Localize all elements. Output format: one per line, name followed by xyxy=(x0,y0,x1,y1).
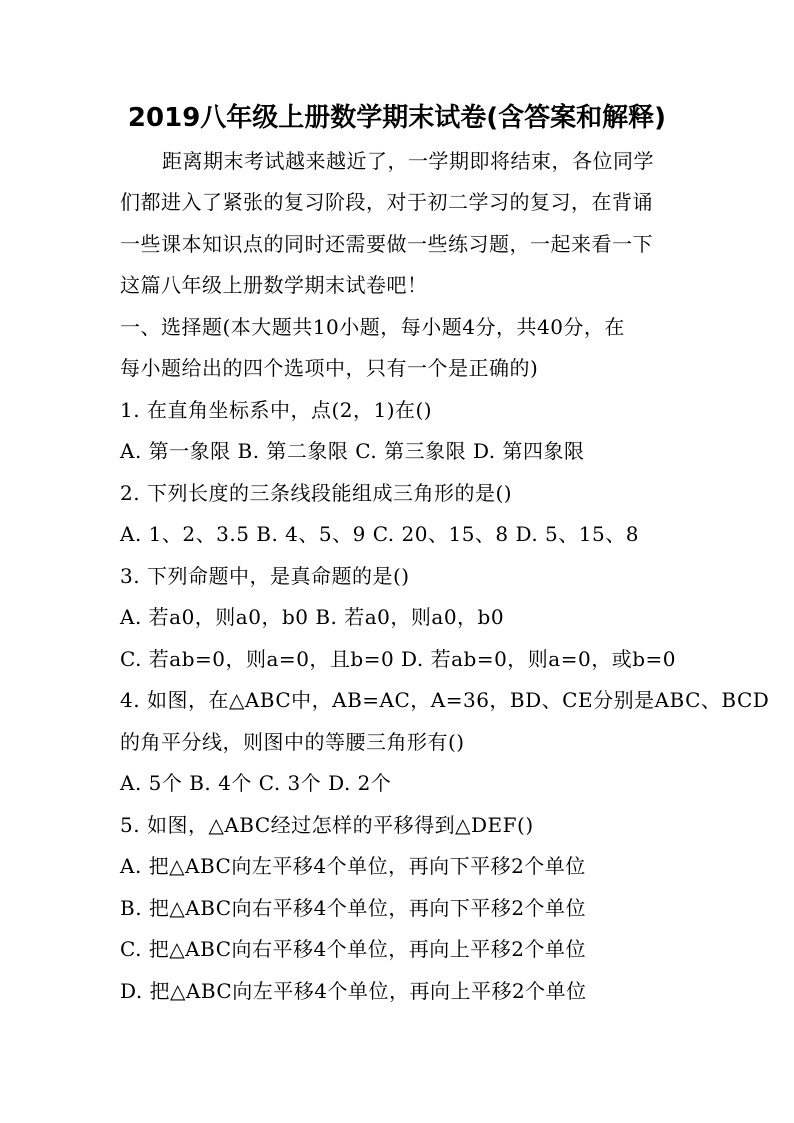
option-line: D. 把△ABC向左平移4个单位，再向上平移2个单位 xyxy=(120,979,587,1003)
option-line: C. 把△ABC向右平移4个单位，再向上平移2个单位 xyxy=(120,937,586,961)
option-line: A. 1、2、3.5 B. 4、5、9 C. 20、15、8 D. 5、15、8 xyxy=(120,522,639,546)
option-line: A. 第一象限 B. 第二象限 C. 第三象限 D. 第四象限 xyxy=(120,439,585,463)
intro-line: 们都进入了紧张的复习阶段，对于初二学习的复习，在背诵 xyxy=(120,190,653,214)
option-line: C. 若ab=0，则a=0，且b=0 D. 若ab=0，则a=0，或b=0 xyxy=(120,647,676,671)
intro-line: 这篇八年级上册数学期末试卷吧！ xyxy=(120,273,428,297)
question-line: 3. 下列命题中，是真命题的是() xyxy=(120,564,410,588)
option-line: A. 5个 B. 4个 C. 3个 D. 2个 xyxy=(120,771,392,795)
section-heading: 每小题给出的四个选项中，只有一个是正确的) xyxy=(120,356,539,380)
option-line: A. 若a0，则a0，b0 B. 若a0，则a0，b0 xyxy=(120,605,505,629)
question-line: 的角平分线，则图中的等腰三角形有() xyxy=(120,730,465,754)
option-line: B. 把△ABC向右平移4个单位，再向下平移2个单位 xyxy=(120,896,587,920)
intro-line: 一些课本知识点的同时还需要做一些练习题，一起来看一下 xyxy=(120,232,653,256)
option-line: A. 把△ABC向左平移4个单位，再向下平移2个单位 xyxy=(120,854,586,878)
question-line: 5. 如图，△ABC经过怎样的平移得到△DEF() xyxy=(120,813,534,837)
document-title: 2019八年级上册数学期末试卷(含答案和解释) xyxy=(127,103,667,133)
question-line: 2. 下列长度的三条线段能组成三角形的是() xyxy=(120,481,513,505)
question-line: 1. 在直角坐标系中，点(2，1)在() xyxy=(120,398,433,422)
question-line: 4. 如图，在△ABC中，AB=AC，A=36，BD、CE分别是ABC、BCD xyxy=(120,688,770,712)
section-heading: 一、选择题(本大题共10小题，每小题4分，共40分，在 xyxy=(120,315,625,339)
intro-line: 距离期末考试越来越近了，一学期即将结束，各位同学 xyxy=(162,149,654,173)
